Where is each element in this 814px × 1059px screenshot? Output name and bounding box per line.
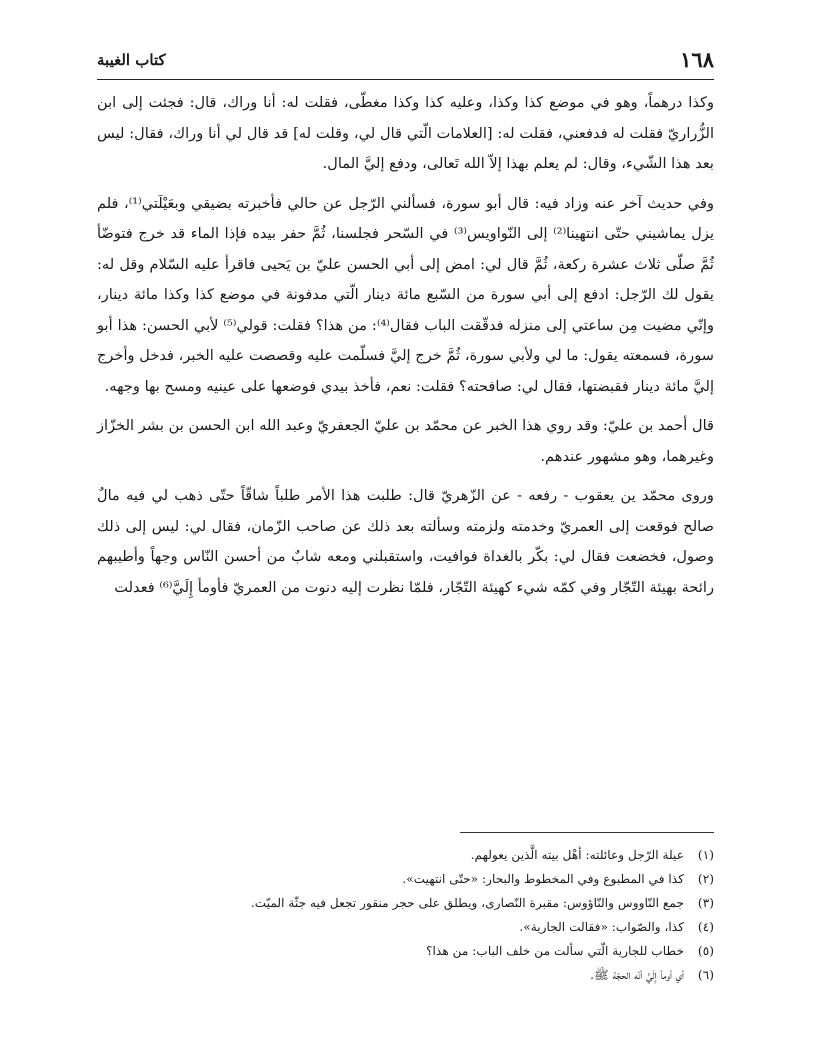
footnote-number: (٦): [697, 968, 714, 982]
footnote: [97, 939, 714, 963]
footnote: [97, 843, 714, 867]
footnote-text: جمع النّاووس والنّاؤوس: مقبرة النّصارى، ويطلق على حجر منقور تجعل فيه جثّة الميّت.: [250, 896, 684, 910]
page-header: [97, 44, 714, 74]
paragraph: قال أحمد بن عليّ: وقد روي هذا الخبر عن محمّد بن عليّ الجعفريّ وعبد الله ابن الحسن بن بشر الخزّاز وغيرهما، وهو مشهور عندهم.: [97, 417, 714, 465]
header-divider: [97, 79, 714, 80]
page-number: ١٦٨: [680, 47, 714, 72]
footnote-number: (٥): [697, 944, 714, 958]
paragraph: وروى محمّد ين يعقوب - رفعه - عن الزّهريّ قال: طلبت هذا الأمر طلباً شاقّاً حتّى ذهب لي فيه مالٌ صالح فوقعت إلى العمريّ وخدمته ولزمته وسألته بعد ذلك عن صاحب الزّمان، فقال لي: ليس إلى ذلك وصول، فخضعت فقال لي: بكّر بالغداة فوافيت، واستقبلني ومعه شابٌ من أحسن النّاس وجهاً وأطيبهم رائحة بهيئة التّجّار وفي كمّه شيء كهيئة التّجّار، فلمّا نظرت إليه دنوت من العمريّ فأومأ إِلَيَّ⁽⁶⁾ فعدلت: [97, 487, 714, 596]
footnote-number: (٢): [697, 872, 714, 886]
paragraph: وكذا درهماً، وهو في موضع كذا وكذا، وعليه كذا وكذا مغطّى، فقلت له: أنا وراك، قال: فجئت إلى ابن الزُّراريّ فقلت له فدفعني، فقلت له: [العلامات الّتي قال لي، وقلت له] قد قال لي أنا وراك، فقال: ليس بعد هذا الشّيء، وقال: لم يعلم بهذا إلاّ الله تَعالى، ودفع إليَّ المال.: [97, 94, 714, 172]
footnote-text: أي أومأ إِلَيَّ أنّه الحجّة ﷺ.: [590, 968, 684, 982]
footnote-text: خطاب للجارية الّتي سألت من خلف الباب: من هذا؟: [426, 944, 684, 958]
footnote: [97, 915, 714, 939]
footnote: [97, 891, 714, 915]
footnote-divider: [460, 832, 714, 833]
footnote-number: (٤): [697, 920, 714, 934]
footnote-text: عيلة الرّجل وعائلته: أهْل بيته الَّذين يعولهم.: [470, 848, 684, 862]
footnote-number: (٣): [697, 896, 714, 910]
footnote: [97, 867, 714, 891]
book-title: كتاب الغيبة: [97, 51, 166, 69]
footnotes: [97, 843, 714, 987]
footnote-number: (١): [697, 848, 714, 862]
main-text: [97, 88, 714, 612]
footnote: [97, 963, 714, 987]
paragraph: وفي حديث آخر عنه وزاد فيه: قال أبو سورة، فسألني الرّجل عن حالي فأخبرته بضيقي وبعَيْلَتي⁽¹⁾، فلم يزل يماشيني حتّى انتهينا⁽²⁾ إلى النّواويس⁽³⁾ في السّحر فجلسنا، ثُمَّ حفر بيده فإذا الماء قد خرج فتوضّأ ثُمَّ صلّى ثلاث عشرة ركعة، ثُمَّ قال لي: امض إلى أبي الحسن عليّ بن يَحيى فاقرأ عليه السّلام وقل له: يقول لك الرّجل: ادفع إلى أبي سورة من السّبع مائة دينار الّتي مدفونة في موضع كذا وكذا مائة دينار، وإنّي مضيت مِن ساعتي إلى منزله فدقّقت الباب فقال⁽⁴⁾: من هذا؟ فقلت: قولي⁽⁵⁾ لأبي الحسن: هذا أبو سورة، فسمعته يقول: ما لي ولأبي سورة، ثُمَّ خرج إليَّ فسلّمت عليه وقصصت عليه الخبر، فدخل وأخرج إليَّ مائة دينار فقبضتها، فقال لي: صافحته؟ فقلت: نعم، فأخذ بيدي فوضعها على عينيه ومسح بها وجهه.: [97, 194, 715, 395]
footnote-text: كذا، والصّواب: «فقالت الجارية».: [519, 920, 684, 934]
footnote-text: كذا في المطبوع وفي المخطوط والبحار: «حتّى انتهيت».: [402, 872, 684, 886]
